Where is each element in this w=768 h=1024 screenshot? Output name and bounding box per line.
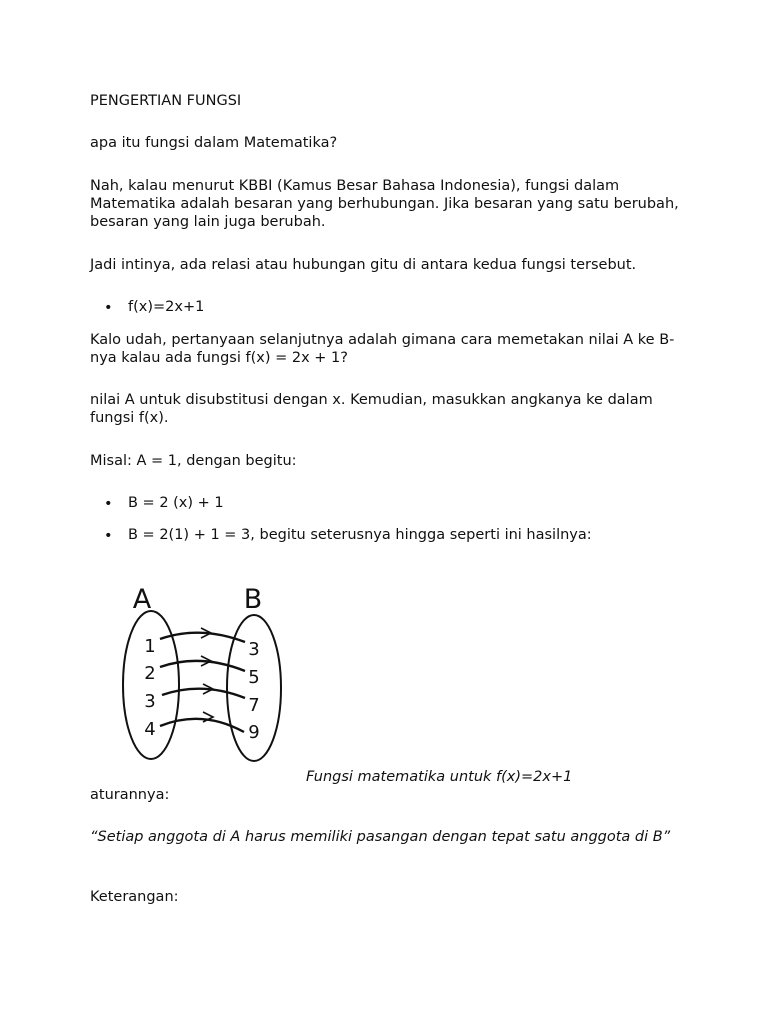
codomain-element: 3 — [248, 639, 260, 660]
codomain-element: 7 — [248, 695, 260, 716]
set-a-label: A — [132, 584, 152, 615]
bullet-marker: • — [104, 528, 113, 544]
bullet-marker: • — [104, 496, 113, 512]
kbbi-paragraph: Nah, kalau menurut KBBI (Kamus Besar Bahasa Indonesia), fungsi dalam Matematika adalah besaran yang berhubungan. Jika besaran yang satu berubah, besaran yang lain juga berubah. — [90, 178, 679, 230]
formula-bullet: f(x)=2x+1 — [128, 299, 205, 315]
bullet-marker: • — [104, 300, 113, 316]
domain-element: 2 — [144, 663, 156, 684]
domain-element: 3 — [144, 691, 156, 712]
nilai-paragraph: nilai A untuk disubstitusi dengan x. Kemudian, masukkan angkanya ke dalam fungsi f(x). — [90, 392, 653, 426]
aturan-label: aturannya: — [90, 787, 170, 803]
keterangan-label: Keterangan: — [90, 889, 179, 905]
set-b-label: B — [243, 584, 263, 615]
step-bullet-2: B = 2(1) + 1 = 3, begitu seterusnya hingga seperti ini hasilnya: — [128, 527, 592, 543]
codomain-element: 9 — [248, 722, 260, 743]
step-bullet-1: B = 2 (x) + 1 — [128, 495, 224, 511]
mapping-diagram — [115, 577, 290, 767]
domain-element: 1 — [144, 636, 156, 657]
misal-paragraph: Misal: A = 1, dengan begitu: — [90, 453, 297, 469]
domain-element: 4 — [144, 719, 156, 740]
page-title: PENGERTIAN FUNGSI — [90, 93, 242, 109]
kalo-paragraph: Kalo udah, pertanyaan selanjutnya adalah gimana cara memetakan nilai A ke B-nya kalau ada fungsi f(x) = 2x + 1? — [90, 332, 675, 366]
jadi-paragraph: Jadi intinya, ada relasi atau hubungan gitu di antara kedua fungsi tersebut. — [90, 257, 637, 273]
diagram-caption: Fungsi matematika untuk f(x)=2x+1 — [306, 769, 573, 785]
question-text: apa itu fungsi dalam Matematika? — [90, 135, 338, 151]
codomain-element: 5 — [248, 667, 260, 688]
rule-quote: “Setiap anggota di A harus memiliki pasangan dengan tepat satu anggota di B” — [90, 829, 671, 845]
